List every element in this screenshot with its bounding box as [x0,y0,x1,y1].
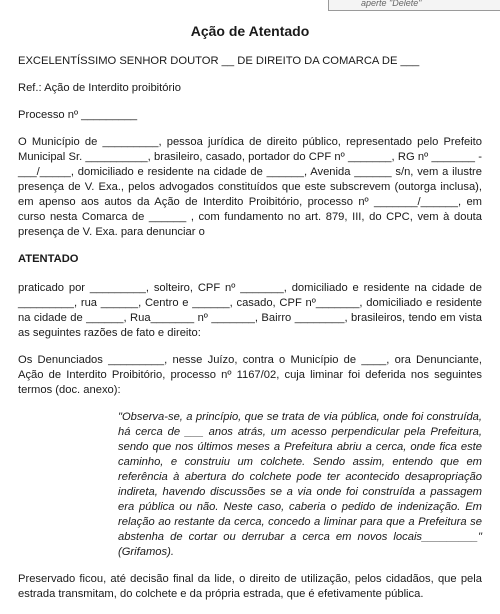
reference-line: Ref.: Ação de Interdito proibitório [18,82,181,94]
intro-paragraph: O Município de _________, pessoa jurídica de direito público, representado pelo Prefeito Municipal Sr. __________, brasileiro, casado, portador do CPF nº _______, RG nº _______ - ___/_____, domiciliado e residente na cidade de ______, Avenida ______ s/n, vem a ilustre presença de V. Exa., pelos advogados constituídos que este subscrevem (outorga inclusa), em apenso aos autos da Ação de Interdito Proibitório, processo nº _______/______, em curso nesta Comarca de ______ , com fundamento no art. 879, III, do CPC, vem à douta presença de V. Exa. para denunciar o [18,136,482,238]
corner-note-text: aperte "Delete" [361,0,422,8]
process-line: Processo nº _________ [18,109,138,121]
document-title: Ação de Atentado [190,23,310,39]
document-page [18,22,482,614]
corner-note [328,0,500,11]
denunciados-paragraph: Os Denunciados _________, nesse Juízo, contra o Município de ____, ora Denunciante, Ação de Interdito Proibitório, processo nº 1167/02, cuja liminar foi deferida nos seguintes termos (doc. anexo): [18,354,482,396]
praticado-paragraph: praticado por _________, solteiro, CPF nº _______, domiciliado e residente na cidade de _________, rua ______, Centro e ______, casado, CPF nº_______, domiciliado e residente na cidade de ______, Rua_______ nº _______, Bairro ________, brasileiros, tendo em vista as seguintes razões de fato e direito: [18,282,482,339]
quoted-ruling: "Observa-se, a princípio, que se trata de via pública, onde foi construída, há cerca de ___ anos atrás, um acesso perpendicular pela Prefeitura, sendo que nos últimos meses a Prefeitura abriu a cerca, onde fica este caminho, e construiu um colchete. Sendo assim, entendo que em referência à abertura do colchete pode ter acontecido desapropriação indireta, havendo discussões se a via onde foi construída a passagem era pública ou não. Neste caso, caberia o pedido de indenização. Em relação ao restante da cerca, concedo a liminar para que a Prefeitura se abstenha de cortar ou derrubar a cerca em novos locais_________" (Grifamos). [118,411,482,558]
section-heading: ATENTADO [18,253,79,265]
address-line: EXCELENTÍSSIMO SENHOR DOUTOR __ DE DIREITO DA COMARCA DE ___ [18,55,420,67]
preservado-paragraph: Preservado ficou, até decisão final da lide, o direito de utilização, pelos cidadãos, que pela estrada transmitam, do colchete e da própria estrada, que é efetivamente pública. [18,573,482,600]
